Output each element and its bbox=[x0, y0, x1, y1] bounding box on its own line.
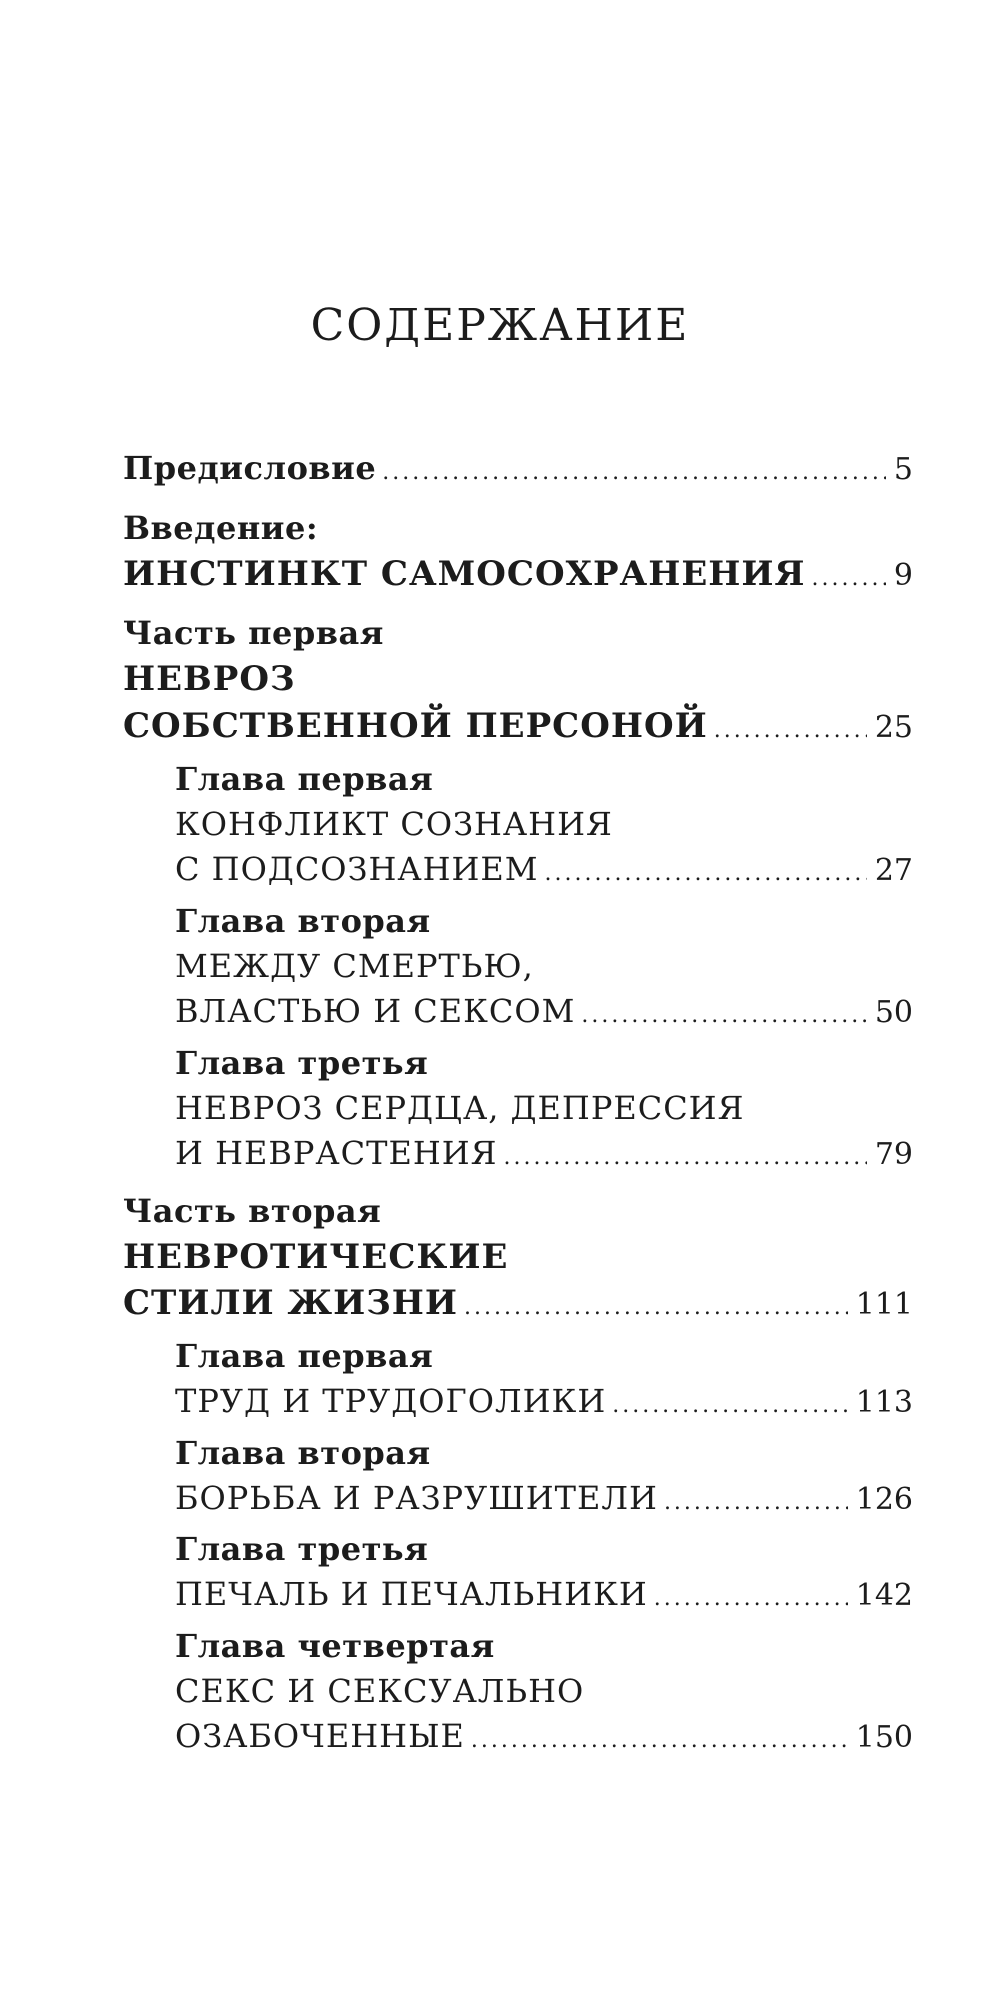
toc-line bbox=[175, 805, 913, 843]
entry-title-line-1: НЕВРОЗ СЕРДЦА, ДЕПРЕССИЯ bbox=[175, 1089, 745, 1127]
entry-title: ПЕЧАЛЬ И ПЕЧАЛЬНИКИ bbox=[175, 1575, 648, 1613]
page-title: СОДЕРЖАНИЕ bbox=[310, 300, 690, 351]
entry-label: Глава первая bbox=[175, 1337, 434, 1375]
entry-label: Глава третья bbox=[175, 1530, 429, 1568]
entry-title-line-1: НЕВРОТИЧЕСКИЕ bbox=[123, 1237, 509, 1277]
toc-line bbox=[123, 614, 913, 652]
entry-label: Глава вторая bbox=[175, 1434, 431, 1472]
entry-label: Часть первая bbox=[123, 614, 384, 652]
entry-title-line-1: МЕЖДУ СМЕРТЬЮ, bbox=[175, 947, 534, 985]
entry-label: Часть вторая bbox=[123, 1192, 382, 1230]
page-number: 9 bbox=[893, 558, 913, 593]
entry-title: Предисловие bbox=[123, 449, 377, 487]
entry-title-line-1: КОНФЛИКТ СОЗНАНИЯ bbox=[175, 805, 613, 843]
toc-line bbox=[123, 659, 913, 699]
toc-line bbox=[175, 1337, 913, 1375]
entry-title: БОРЬБА И РАЗРУШИТЕЛИ bbox=[175, 1479, 658, 1517]
page-number: 5 bbox=[893, 452, 913, 487]
toc-line bbox=[123, 509, 913, 547]
entry-title-line-2: И НЕВРАСТЕНИЯ bbox=[175, 1134, 498, 1172]
dot-leader bbox=[714, 720, 867, 742]
toc-line bbox=[175, 850, 913, 888]
entry-title: ИНСТИНКТ САМОСОХРАНЕНИЯ bbox=[123, 554, 806, 594]
entry-label: Глава первая bbox=[175, 760, 434, 798]
toc-line bbox=[175, 1627, 913, 1665]
dot-leader bbox=[664, 1492, 848, 1514]
page-number: 111 bbox=[855, 1287, 913, 1322]
toc-line bbox=[175, 1134, 913, 1172]
toc-line bbox=[123, 449, 913, 487]
page-number: 25 bbox=[874, 710, 913, 745]
dot-leader bbox=[382, 462, 886, 484]
page-number: 50 bbox=[874, 995, 913, 1030]
dot-leader bbox=[612, 1395, 848, 1417]
table-of-contents bbox=[123, 0, 913, 1991]
dot-leader bbox=[812, 568, 886, 590]
page-number: 113 bbox=[855, 1385, 913, 1420]
toc-line bbox=[123, 1237, 913, 1277]
entry-title-line-1: НЕВРОЗ bbox=[123, 659, 296, 699]
dot-leader bbox=[545, 863, 867, 885]
toc-line bbox=[175, 1044, 913, 1082]
dot-leader bbox=[464, 1297, 848, 1319]
toc-line bbox=[175, 1479, 913, 1517]
toc-line bbox=[123, 1192, 913, 1230]
toc-line bbox=[175, 1434, 913, 1472]
toc-line bbox=[175, 947, 913, 985]
entry-title-line-2: СОБСТВЕННОЙ ПЕРСОНОЙ bbox=[123, 706, 708, 746]
dot-leader bbox=[654, 1588, 848, 1610]
entry-label: Глава третья bbox=[175, 1044, 429, 1082]
page-number: 126 bbox=[855, 1482, 913, 1517]
entry-label: Глава вторая bbox=[175, 902, 431, 940]
toc-line bbox=[175, 902, 913, 940]
entry-title: ТРУД И ТРУДОГОЛИКИ bbox=[175, 1382, 607, 1420]
toc-line bbox=[175, 760, 913, 798]
toc-line bbox=[175, 1672, 913, 1710]
page-number: 79 bbox=[874, 1137, 913, 1172]
toc-line bbox=[123, 706, 913, 746]
page-number: 142 bbox=[855, 1578, 913, 1613]
dot-leader bbox=[471, 1730, 848, 1752]
entry-title-line-2: ОЗАБОЧЕННЫЕ bbox=[175, 1717, 465, 1755]
entry-title-line-2: С ПОДСОЗНАНИЕМ bbox=[175, 850, 539, 888]
toc-line bbox=[123, 554, 913, 594]
entry-label: Введение: bbox=[123, 509, 319, 547]
entry-title-line-2: СТИЛИ ЖИЗНИ bbox=[123, 1283, 459, 1323]
toc-line bbox=[123, 1283, 913, 1323]
entry-title-line-1: СЕКС И СЕКСУАЛЬНО bbox=[175, 1672, 585, 1710]
toc-line bbox=[175, 1382, 913, 1420]
toc-line bbox=[175, 1717, 913, 1755]
toc-line bbox=[175, 1575, 913, 1613]
dot-leader bbox=[581, 1005, 866, 1027]
page-number: 150 bbox=[855, 1720, 913, 1755]
entry-title-line-2: ВЛАСТЬЮ И СЕКСОМ bbox=[175, 992, 576, 1030]
toc-line bbox=[175, 1089, 913, 1127]
dot-leader bbox=[503, 1147, 866, 1169]
page-number: 27 bbox=[874, 853, 913, 888]
entry-label: Глава четвертая bbox=[175, 1627, 495, 1665]
toc-line bbox=[175, 1530, 913, 1568]
toc-line bbox=[175, 992, 913, 1030]
